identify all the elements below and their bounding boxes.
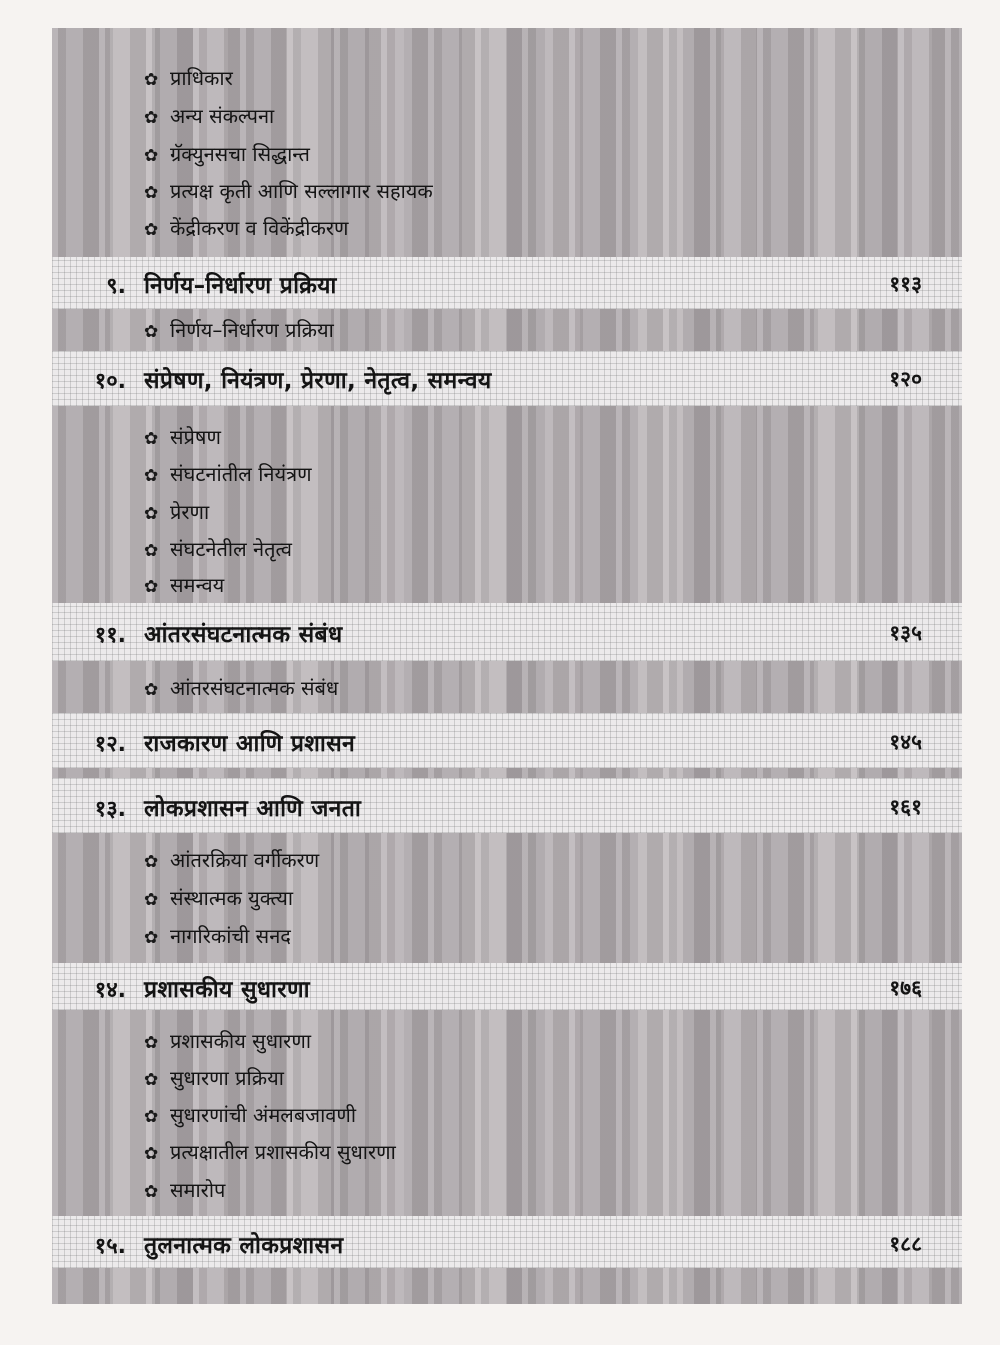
list-item: ✿ अन्य संकल्पना [144,104,275,128]
flower-bullet-icon: ✿ [144,541,159,561]
list-item: ✿ संस्थात्मक युक्त्या [144,886,294,910]
list-item: ✿ संप्रेषण [144,425,221,449]
list-item: ✿ आंतरक्रिया वर्गीकरण [144,848,320,872]
chapter-title: आंतरसंघटनात्मक संबंध [144,622,343,648]
list-item: ✿ प्रशासकीय सुधारणा [144,1029,311,1053]
chapter-page-number: १७६ [889,976,922,1000]
chapter-number: ११. [94,623,126,648]
chapter-title: लोकप्रशासन आणि जनता [144,796,362,822]
chapter-row [52,351,962,406]
flower-bullet-icon: ✿ [144,1033,159,1053]
chapter-row [52,778,962,833]
chapter-number: १५. [94,1234,126,1259]
flower-bullet-icon: ✿ [144,108,159,128]
list-item: ✿ ग्रॅक्युनसचा सिद्धान्त [144,142,310,166]
chapter-title: तुलनात्मक लोकप्रशासन [144,1233,344,1259]
flower-bullet-icon: ✿ [144,429,159,449]
list-item: ✿ नागरिकांची सनद [144,924,291,948]
flower-bullet-icon: ✿ [144,1144,159,1164]
list-item: ✿ संघटनेतील नेतृत्व [144,537,292,561]
list-item: ✿ प्राधिकार [144,66,233,90]
list-item: ✿ समारोप [144,1178,226,1202]
flower-bullet-icon: ✿ [144,1070,159,1090]
item-band [52,768,962,778]
chapter-page-number: १४५ [889,730,922,754]
flower-bullet-icon: ✿ [144,466,159,486]
item-band [52,1268,962,1304]
chapter-page-number: १८८ [889,1232,922,1256]
list-item: ✿ केंद्रीकरण व विकेंद्रीकरण [144,216,349,240]
flower-bullet-icon: ✿ [144,220,159,240]
chapter-title: प्रशासकीय सुधारणा [144,977,310,1003]
chapter-title: संप्रेषण, नियंत्रण, प्रेरणा, नेतृत्व, समन्वय [144,368,492,394]
chapter-page-number: १३५ [889,621,922,645]
chapter-number: १३. [94,797,126,822]
flower-bullet-icon: ✿ [144,577,159,597]
chapter-number: १४. [94,978,126,1003]
chapter-row [52,1216,962,1268]
flower-bullet-icon: ✿ [144,322,159,342]
chapter-row [52,257,962,309]
list-item: ✿ प्रत्यक्ष कृती आणि सल्लागार सहायक [144,179,433,203]
flower-bullet-icon: ✿ [144,70,159,90]
flower-bullet-icon: ✿ [144,1107,159,1127]
list-item: ✿ निर्णय–निर्धारण प्रक्रिया [144,318,334,342]
chapter-page-number: १६१ [889,795,922,819]
list-item: ✿ सुधारणांची अंमलबजावणी [144,1103,357,1127]
chapter-page-number: १२० [889,367,922,391]
chapter-title: राजकारण आणि प्रशासन [144,731,356,757]
table-of-contents-page [52,28,962,1304]
list-item: ✿ संघटनांतील नियंत्रण [144,462,312,486]
flower-bullet-icon: ✿ [144,852,159,872]
flower-bullet-icon: ✿ [144,504,159,524]
flower-bullet-icon: ✿ [144,890,159,910]
flower-bullet-icon: ✿ [144,680,159,700]
chapter-title: निर्णय–निर्धारण प्रक्रिया [144,273,337,299]
chapter-row [52,963,962,1010]
list-item: ✿ आंतरसंघटनात्मक संबंध [144,676,339,700]
chapter-number: ९. [106,274,126,299]
list-item: ✿ प्रत्यक्षातील प्रशासकीय सुधारणा [144,1140,396,1164]
flower-bullet-icon: ✿ [144,1182,159,1202]
flower-bullet-icon: ✿ [144,928,159,948]
list-item: ✿ प्रेरणा [144,500,210,524]
flower-bullet-icon: ✿ [144,146,159,166]
list-item: ✿ सुधारणा प्रक्रिया [144,1066,284,1090]
list-item: ✿ समन्वय [144,573,225,597]
chapter-row [52,713,962,768]
flower-bullet-icon: ✿ [144,183,159,203]
chapter-number: १२. [94,732,126,757]
chapter-row [52,603,962,661]
chapter-page-number: ११३ [889,272,922,296]
chapter-number: १०. [94,369,126,394]
